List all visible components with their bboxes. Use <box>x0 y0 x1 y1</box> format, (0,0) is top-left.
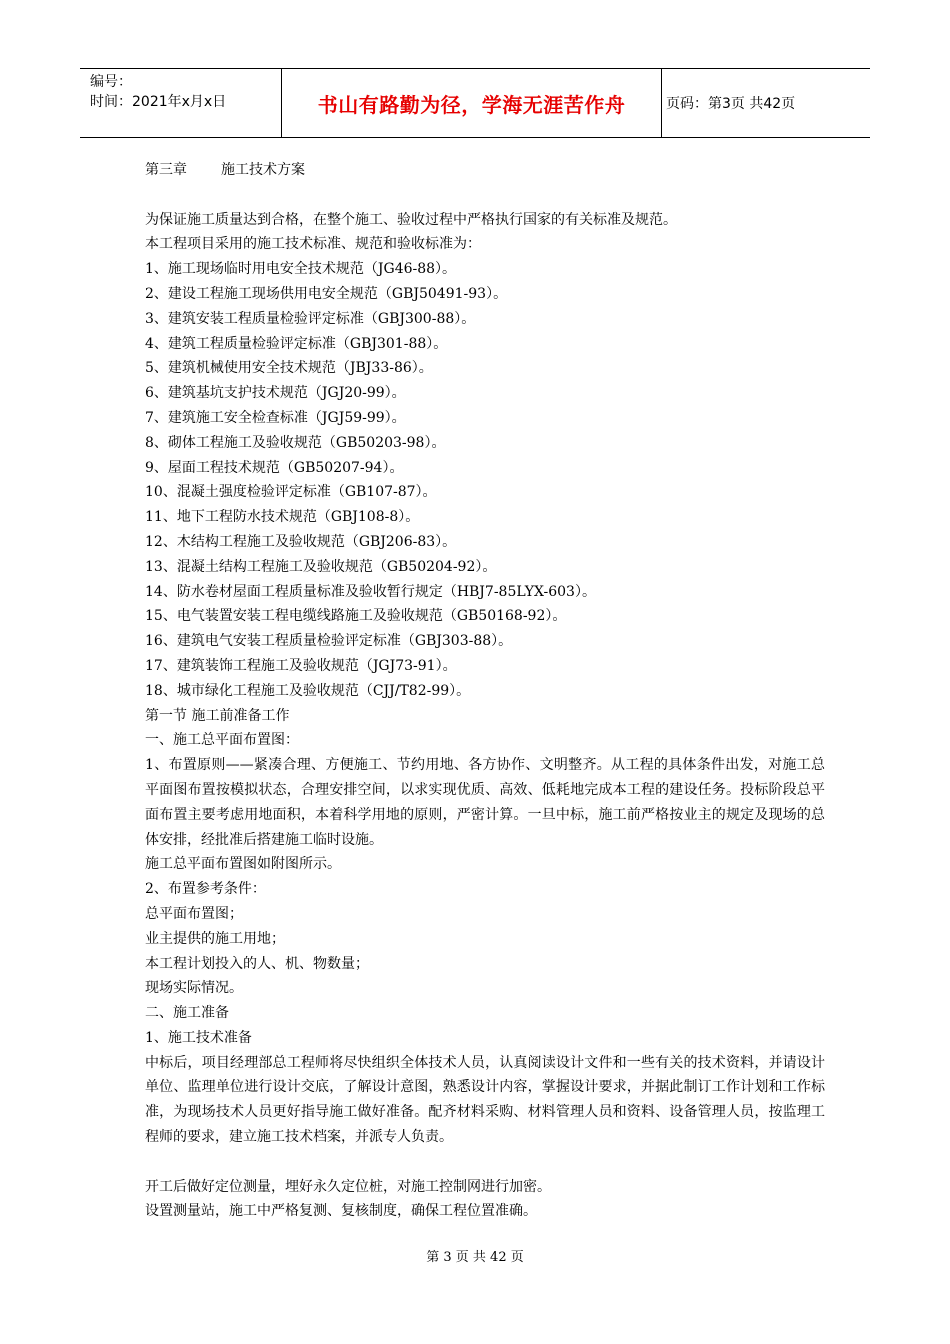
page-header <box>80 68 870 138</box>
text-line: 一、施工总平面布置图： <box>145 732 299 749</box>
header-motto: 书山有路勤为径，学海无涯苦作舟 <box>282 69 662 137</box>
text-line: 13、混凝土结构工程施工及验收规范（GB50204-92）。 <box>145 558 497 575</box>
document-body <box>145 158 825 1224</box>
text-line: 17、建筑装饰工程施工及验收规范（JGJ73-91）。 <box>145 657 457 674</box>
text-line: 1、施工现场临时用电安全技术规范（JG46-88）。 <box>145 261 457 278</box>
text-line: 2、布置参考条件： <box>145 881 266 898</box>
text-line: 业主提供的施工用地； <box>145 930 285 947</box>
number-label: 编号： <box>90 74 132 90</box>
text-line: 8、砌体工程施工及验收规范（GB50203-98）。 <box>145 434 446 451</box>
text-line: 本工程项目采用的施工技术标准、规范和验收标准为： <box>145 236 481 253</box>
text-line: 18、城市绿化工程施工及验收规范（CJJ/T82-99）。 <box>145 682 471 699</box>
text-line: 7、建筑施工安全检查标准（JGJ59-99）。 <box>145 409 406 426</box>
text-line: 施工总平面布置图如附图所示。 <box>145 856 341 873</box>
standards-list <box>145 208 825 754</box>
text-line: 12、木结构工程施工及验收规范（GBJ206-83）。 <box>145 533 457 550</box>
text-line: 16、建筑电气安装工程质量检验评定标准（GBJ303-88）。 <box>145 633 513 650</box>
text-line: 15、电气装置安装工程电缆线路施工及验收规范（GB50168-92）。 <box>145 608 567 625</box>
text-line: 总平面布置图； <box>145 905 243 922</box>
header-meta <box>80 69 282 137</box>
text-line: 2、建设工程施工现场供用电安全规范（GBJ50491-93）。 <box>145 285 508 302</box>
text-line: 设置测量站，施工中严格复测、复核制度，确保工程位置准确。 <box>145 1203 537 1220</box>
text-line: 9、屋面工程技术规范（GB50207-94）。 <box>145 459 404 476</box>
header-page-info: 页码：第3页 共42页 <box>666 96 796 112</box>
paragraph-layout-principle: 1、布置原则——紧凑合理、方便施工、节约用地、各方协作、文明整齐。从工程的具体条件出发，对施工总平面图布置按模拟状态，合理安排空间，以求实现优质、高效、低耗地完成本工程的建设任务。投标阶段总平面布置主要考虑用地面积，本着科学用地的原则，严密计算。一旦中标，施工前严格按业主的规定及现场的总体安排，经批准后搭建施工临时设施。 <box>145 757 825 848</box>
time-label: 时间：2021年x月x日 <box>90 94 227 110</box>
text-line: 4、建筑工程质量检验评定标准（GBJ301-88）。 <box>145 335 448 352</box>
text-line: 11、地下工程防水技术规范（GBJ108-8）。 <box>145 509 420 526</box>
chapter-title: 施工技术方案 <box>221 162 305 178</box>
text-line: 1、施工技术准备 <box>145 1029 252 1046</box>
text-line: 现场实际情况。 <box>145 980 243 997</box>
chapter-heading <box>145 158 825 183</box>
text-line: 二、施工准备 <box>145 1005 229 1022</box>
survey-lines <box>145 1175 825 1225</box>
layout-conditions-list <box>145 852 825 1050</box>
blank-line <box>145 1150 825 1175</box>
text-line: 10、混凝土强度检验评定标准（GB107-87）。 <box>145 484 437 501</box>
text-line: 第一节 施工前准备工作 <box>145 707 290 724</box>
text-line: 开工后做好定位测量，埋好永久定位桩，对施工控制网进行加密。 <box>145 1178 551 1195</box>
text-line: 为保证施工质量达到合格，在整个施工、验收过程中严格执行国家的有关标准及规范。 <box>145 211 677 228</box>
text-line: 3、建筑安装工程质量检验评定标准（GBJ300-88）。 <box>145 310 476 327</box>
text-line: 本工程计划投入的人、机、物数量； <box>145 955 369 972</box>
text-line: 5、建筑机械使用安全技术规范（JBJ33-86）。 <box>145 360 433 377</box>
chapter-number: 第三章 <box>145 162 187 178</box>
paragraph-tech-prep: 中标后，项目经理部总工程师将尽快组织全体技术人员，认真阅读设计文件和一些有关的技术资料，并请设计单位、监理单位进行设计交底，了解设计意图，熟悉设计内容，掌握设计要求，并据此制订工作计划和工作标准，为现场技术人员更好指导施工做好准备。配齐材料采购、材料管理人员和资料、设备管理人员，按监理工程师的要求，建立施工技术档案，并派专人负责。 <box>145 1054 825 1146</box>
text-line: 6、建筑基坑支护技术规范（JGJ20-99）。 <box>145 385 406 402</box>
text-line: 14、防水卷材屋面工程质量标准及验收暂行规定（HBJ7-85LYX-603）。 <box>145 583 596 600</box>
page-footer: 第 3 页 共 42 页 <box>426 1250 524 1265</box>
